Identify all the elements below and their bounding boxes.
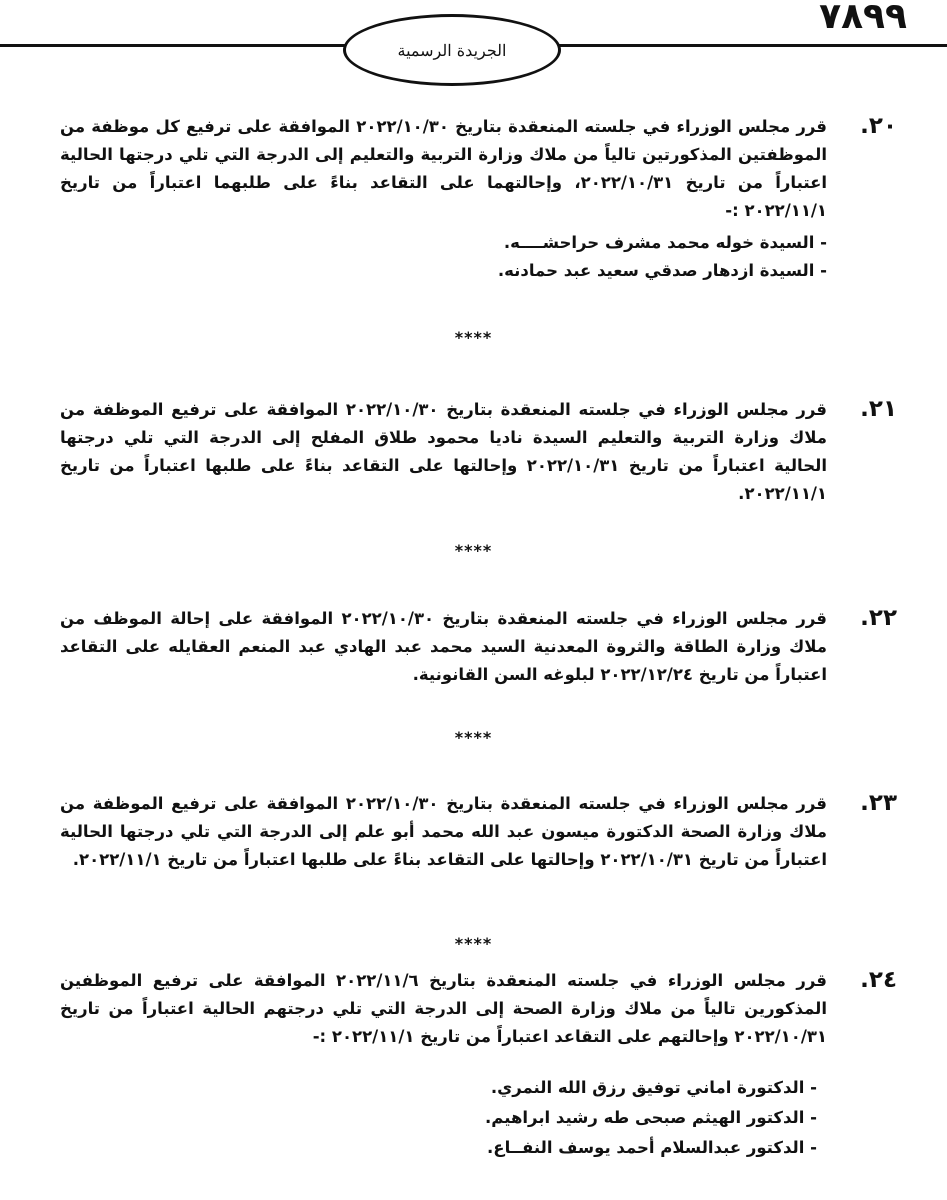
decision-number: ٢٠. bbox=[860, 113, 897, 139]
list-item: - الدكتور الهيثم صبحى طه رشيد ابراهيم. bbox=[485, 1108, 817, 1127]
decision-text: قرر مجلس الوزراء في جلسته المنعقدة بتاريخ ٢٠٢٢/١٠/٣٠ الموافقة على ترفيع الموظفة من ملاك وزارة التربية والتعليم السيدة ناديا محمود طلاق المفلح إلى الدرجة التي تلي درجتها الحالية اعتباراً من تاريخ ٢٠٢٢/١٠/٣١ وإحالتها على التقاعد بناءً على طلبها اعتباراً من تاريخ ٢٠٢٢/١١/١. bbox=[60, 400, 827, 503]
decision-text: قرر مجلس الوزراء في جلسته المنعقدة بتاريخ ٢٠٢٢/١٠/٣٠ الموافقة على ترفيع كل موظفة من الموظفتين المذكورتين تالياً من ملاك وزارة التربية والتعليم إلى الدرجة التي تلي درجتها الحالية اعتباراً من تاريخ ٢٠٢٢/١٠/٣١، وإحالتهما على التقاعد بناءً على طلبهما اعتباراً من تاريخ ٢٠٢٢/١١/١ :- bbox=[60, 117, 828, 220]
names-list bbox=[60, 1073, 817, 1163]
decision-number: ٢٤. bbox=[860, 967, 897, 993]
list-item: - الدكتورة اماني توفيق رزق الله النمري. bbox=[490, 1078, 817, 1097]
separator-stars: **** bbox=[454, 934, 493, 953]
separator-stars: **** bbox=[454, 328, 493, 347]
decision-text: قرر مجلس الوزراء في جلسته المنعقدة بتاريخ ٢٠٢٢/١٠/٣٠ الموافقة على إحالة الموظف من ملاك وزارة الطاقة والثروة المعدنية السيد محمد عبد الهادي عبد المنعم العقايله على التقاعد اعتباراً من تاريخ ٢٠٢٢/١٢/٢٤ لبلوغه السن القانونية. bbox=[60, 609, 827, 684]
decision-21 bbox=[60, 396, 897, 508]
separator-stars: **** bbox=[454, 541, 493, 560]
gazette-title-oval bbox=[343, 14, 561, 86]
decision-number: ٢٣. bbox=[860, 790, 897, 816]
decision-24 bbox=[60, 967, 897, 1163]
separator-stars: **** bbox=[454, 728, 493, 747]
decision-text: قرر مجلس الوزراء في جلسته المنعقدة بتاريخ ٢٠٢٢/١٠/٣٠ الموافقة على ترفيع الموظفة من ملاك وزارة الصحة الدكتورة ميسون عبد الله محمد أبو علم إلى الدرجة التي تلي درجتها الحالية اعتباراً من تاريخ ٢٠٢٢/١٠/٣١ وإحالتها على التقاعد بناءً على طلبها اعتباراً من تاريخ ٢٠٢٢/١١/١. bbox=[60, 794, 827, 869]
list-item: - السيدة خوله محمد مشرف حراحشــــه. bbox=[503, 233, 827, 252]
page-number: ٧٨٩٩ bbox=[819, 0, 907, 37]
decision-23 bbox=[60, 790, 897, 874]
list-item: - السيدة ازدهار صدقي سعيد عبد حمادنه. bbox=[497, 261, 827, 280]
decision-20 bbox=[60, 113, 897, 285]
decision-text: قرر مجلس الوزراء في جلسته المنعقدة بتاريخ ٢٠٢٢/١١/٦ الموافقة على ترفيع الموظفين المذكورين تالياً من ملاك وزارة الصحة إلى الدرجة التي تلي درجتهم الحالية اعتباراً من تاريخ ٢٠٢٢/١٠/٣١ وإحالتهم على التقاعد اعتباراً من تاريخ ٢٠٢٢/١١/١ :- bbox=[60, 971, 827, 1046]
decision-22 bbox=[60, 605, 897, 689]
gazette-title: الجريدة الرسمية bbox=[397, 40, 507, 60]
names-list bbox=[60, 229, 827, 285]
list-item: - الدكتور عبدالسلام أحمد يوسف النفــاع. bbox=[487, 1138, 817, 1157]
decision-number: ٢٢. bbox=[860, 605, 897, 631]
decision-number: ٢١. bbox=[860, 396, 897, 422]
